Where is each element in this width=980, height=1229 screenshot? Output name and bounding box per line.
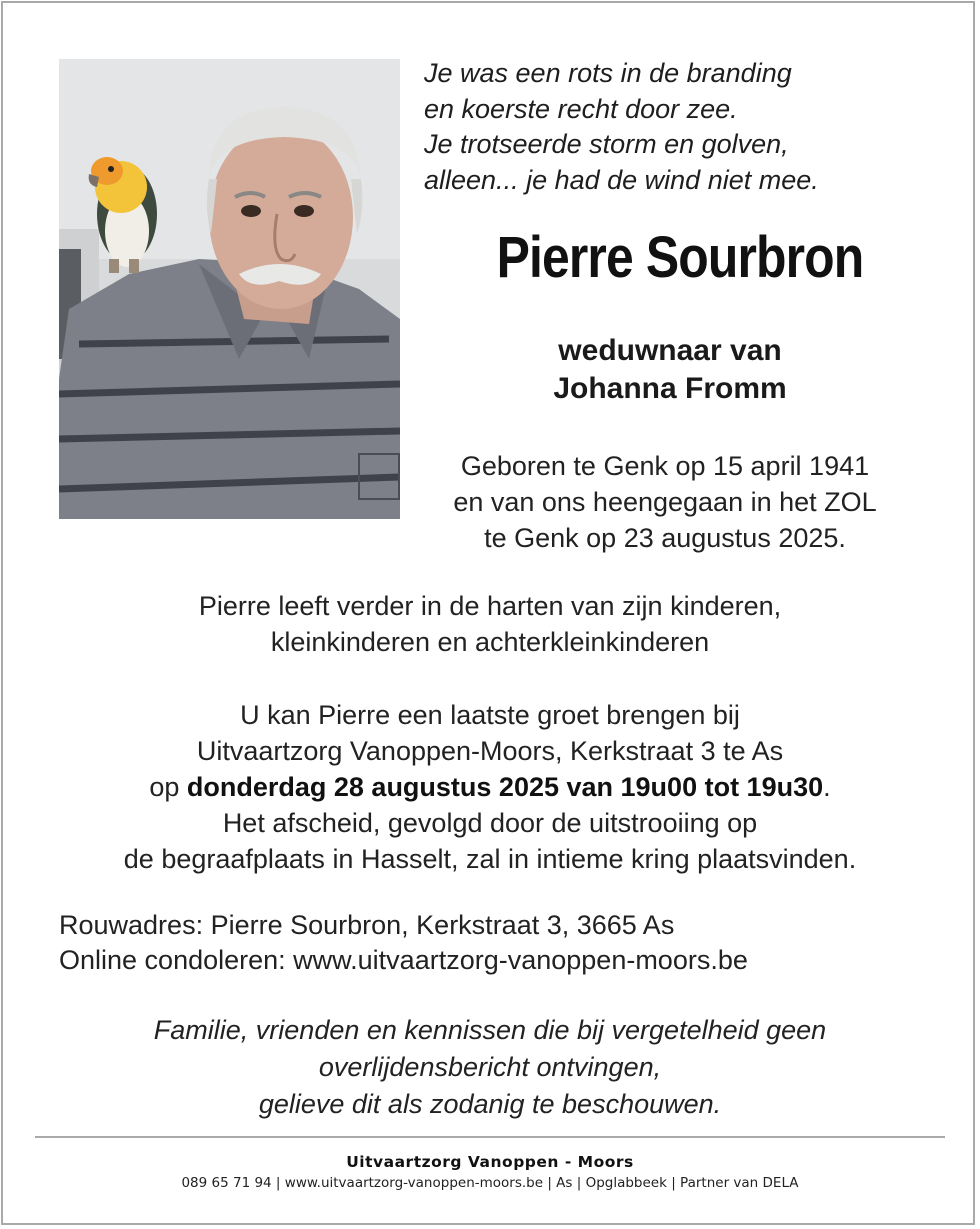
- legacy-line: kleinkinderen en achterkleinkinderen: [270, 627, 710, 657]
- poem-line: Je trotseerde storm en golven,: [424, 129, 789, 159]
- life-dates: [400, 448, 930, 556]
- spouse-name: Johanna Fromm: [553, 372, 787, 405]
- visitation-line: de begraafplaats in Hasselt, zal in intieme kring plaatsvinden.: [123, 844, 857, 874]
- mourning-address: Rouwadres: Pierre Sourbron, Kerkstraat 3, 3665 As: [59, 910, 675, 940]
- spouse-line: weduwnaar van: [558, 334, 782, 367]
- legacy-line: Pierre leeft verder in de harten van zijn kinderen,: [198, 591, 782, 621]
- visitation-line: U kan Pierre een laatste groet brengen bij: [240, 700, 740, 730]
- visitation-text: [0, 697, 980, 877]
- visitation-date: donderdag 28 augustus 2025 van 19u00 tot 19u30: [186, 772, 824, 802]
- visitation-date-line: [0, 769, 980, 805]
- online-condolence: Online condoleren: www.uitvaartzorg-vanoppen-moors.be: [59, 945, 748, 975]
- notice-line: overlijdensbericht ontvingen,: [318, 1052, 662, 1082]
- poem: [424, 56, 944, 198]
- legacy-text: [0, 588, 980, 660]
- visitation-suffix: .: [823, 772, 831, 802]
- portrait-photo: [59, 59, 400, 519]
- visitation-line: Het afscheid, gevolgd door de uitstrooiing op: [222, 808, 758, 838]
- date-line: en van ons heengegaan in het ZOL: [453, 487, 877, 517]
- poem-line: alleen... je had de wind niet mee.: [424, 164, 819, 195]
- poem-line: en koerste recht door zee.: [424, 93, 738, 124]
- date-line: te Genk op 23 augustus 2025.: [484, 523, 846, 553]
- date-line: Geboren te Genk op 15 april 1941: [460, 451, 870, 481]
- spouse-info: [420, 332, 920, 408]
- visitation-prefix: op: [149, 772, 187, 802]
- address-block: [59, 908, 939, 978]
- footer-divider: [35, 1136, 945, 1138]
- footer-company: Uitvaartzorg Vanoppen - Moors: [346, 1153, 634, 1171]
- footer-info: 089 65 71 94 | www.uitvaartzorg-vanoppen-moors.be | As | Opglabbeek | Partner van DELA: [181, 1175, 799, 1191]
- visitation-line: Uitvaartzorg Vanoppen-Moors, Kerkstraat 3 te As: [196, 736, 784, 766]
- notice-line: Familie, vrienden en kennissen die bij vergetelheid geen: [153, 1015, 827, 1045]
- poem-line: Je was een rots in de branding: [424, 58, 792, 88]
- notice-line: gelieve dit als zodanig te beschouwen.: [258, 1089, 722, 1119]
- closing-notice: [0, 1012, 980, 1123]
- deceased-name: Pierre Sourbron: [496, 225, 864, 290]
